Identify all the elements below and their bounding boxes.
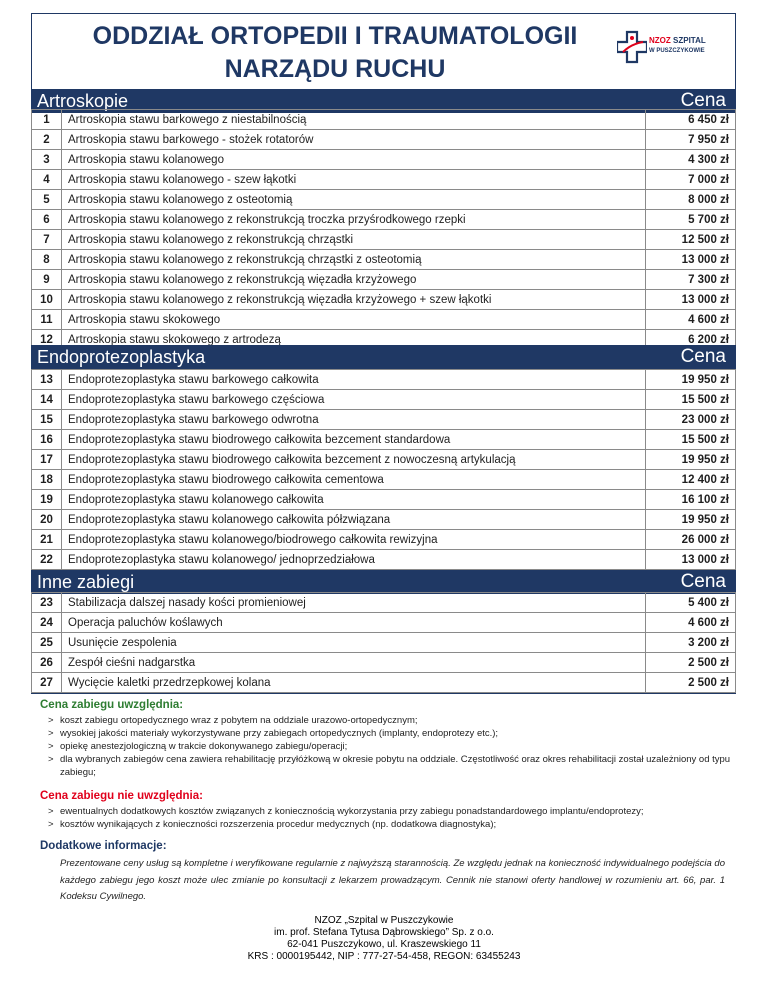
bullet-marker: > — [48, 728, 54, 739]
procedure-name: Artroskopia stawu skokowego z artrodezą — [62, 330, 646, 350]
row-number: 11 — [32, 310, 62, 330]
row-number: 25 — [32, 633, 62, 653]
row-number: 7 — [32, 230, 62, 250]
excluded-notes — [40, 790, 644, 831]
table-row — [32, 290, 736, 310]
procedure-price: 6 450 zł — [646, 110, 736, 130]
list-item — [48, 740, 768, 753]
procedure-name: Artroskopia stawu kolanowego - szew łąkotki — [62, 170, 646, 190]
table-row — [32, 210, 736, 230]
procedure-name: Artroskopia stawu skokowego — [62, 310, 646, 330]
additional-heading: Dodatkowe informacje: — [40, 840, 167, 852]
row-number: 15 — [32, 410, 62, 430]
table-row — [32, 633, 736, 653]
hospital-logo — [617, 28, 727, 68]
procedure-price: 13 000 zł — [646, 550, 736, 570]
footer-line: KRS : 0000195442, NIP : 777-27-54-458, REGON: 63455243 — [247, 951, 521, 962]
procedure-name: Endoprotezoplastyka stawu barkowego częściowa — [62, 390, 646, 410]
table-row — [32, 510, 736, 530]
price-column-header: Cena — [680, 90, 726, 111]
logo-text-nzoz: NZOZ — [649, 36, 671, 45]
price-table-endoprotezoplastyka — [31, 369, 736, 570]
bullet-marker: > — [48, 715, 54, 726]
table-row — [32, 430, 736, 450]
table-row — [32, 390, 736, 410]
procedure-name: Endoprotezoplastyka stawu biodrowego całkowita bezcement z nowoczesną artykulacją — [62, 450, 646, 470]
page-title-line1: ODDZIAŁ ORTOPEDII I TRAUMATOLOGII — [92, 22, 578, 50]
section-header-endoprotezoplastyka — [31, 345, 736, 369]
procedure-price: 7 300 zł — [646, 270, 736, 290]
list-item-text: ewentualnych dodatkowych kosztów związanych z koniecznością wykorzystania przy zabiegu ponadstandardowego implantu/endoprotezy; — [60, 806, 644, 817]
footer-address — [0, 915, 768, 963]
procedure-name: Endoprotezoplastyka stawu barkowego odwrotna — [62, 410, 646, 430]
table-row — [32, 270, 736, 290]
procedure-price: 16 100 zł — [646, 490, 736, 510]
table-row — [32, 410, 736, 430]
row-number: 18 — [32, 470, 62, 490]
procedure-price: 4 600 zł — [646, 310, 736, 330]
row-number: 21 — [32, 530, 62, 550]
table-row — [32, 530, 736, 550]
procedure-price: 8 000 zł — [646, 190, 736, 210]
section-title: Endoprotezoplastyka — [37, 347, 206, 367]
procedure-price: 13 000 zł — [646, 250, 736, 270]
row-number: 26 — [32, 653, 62, 673]
footer-line: im. prof. Stefana Tytusa Dąbrowskiego” Sp. z o.o. — [274, 927, 494, 938]
procedure-price: 2 500 zł — [646, 673, 736, 693]
section-title: Inne zabiegi — [37, 572, 135, 592]
row-number: 3 — [32, 150, 62, 170]
procedure-price: 5 700 zł — [646, 210, 736, 230]
procedure-price: 2 500 zł — [646, 653, 736, 673]
procedure-name: Artroskopia stawu barkowego z niestabilnością — [62, 110, 646, 130]
list-item-text: dla wybranych zabiegów cena zawiera rehabilitację przyłóżkową w okresie pobytu na oddziale. Częstotliwość oraz okres rehabilitacji został uzależniony od typu zabiegu; — [60, 754, 731, 778]
included-notes — [40, 699, 768, 779]
table-row — [32, 593, 736, 613]
row-number: 20 — [32, 510, 62, 530]
procedure-name: Artroskopia stawu kolanowego z rekonstrukcją troczka przyśrodkowego rzepki — [62, 210, 646, 230]
table-row — [32, 170, 736, 190]
procedure-name: Artroskopia stawu kolanowego z rekonstrukcją chrząstki — [62, 230, 646, 250]
price-table-inne-zabiegi — [31, 592, 736, 693]
procedure-name: Stabilizacja dalszej nasady kości promieniowej — [62, 593, 646, 613]
row-number: 14 — [32, 390, 62, 410]
row-number: 16 — [32, 430, 62, 450]
additional-text: Prezentowane ceny usług są kompletne i weryfikowane regularnie z najwyższą starannością. Ze względu jednak na konieczność indywidualnego podejścia do każdego zabiegu jego koszt może ulec zmianie po konsultacji z lekarzem prowadzącym. Cennik nie stanowi oferty handlowej w rozumieniu art. 66, par. 1 Kodeksu Cywilnego. — [60, 858, 725, 902]
price-column-header: Cena — [680, 571, 726, 592]
table-row — [32, 470, 736, 490]
list-item — [48, 818, 644, 831]
table-row — [32, 613, 736, 633]
procedure-name: Wycięcie kaletki przedrzepkowej kolana — [62, 673, 646, 693]
row-number: 27 — [32, 673, 62, 693]
list-item — [48, 805, 644, 818]
table-row — [32, 310, 736, 330]
table-row — [32, 653, 736, 673]
procedure-name: Endoprotezoplastyka stawu biodrowego całkowita cementowa — [62, 470, 646, 490]
section-title: Artroskopie — [37, 91, 129, 111]
row-number: 13 — [32, 370, 62, 390]
included-heading: Cena zabiegu uwzględnia: — [40, 699, 184, 711]
footer-line: NZOZ „Szpital w Puszczykowie — [314, 915, 454, 926]
procedure-price: 12 500 zł — [646, 230, 736, 250]
row-number: 6 — [32, 210, 62, 230]
procedure-name: Artroskopia stawu kolanowego z osteotomią — [62, 190, 646, 210]
procedure-price: 19 950 zł — [646, 510, 736, 530]
list-item — [48, 753, 768, 779]
table-row — [32, 110, 736, 130]
row-number: 5 — [32, 190, 62, 210]
procedure-price: 3 200 zł — [646, 633, 736, 653]
list-item-text: kosztów wynikających z konieczności rozszerzenia procedur medycznych (np. dodatkowa diagnostyka); — [60, 819, 497, 830]
table-row — [32, 673, 736, 693]
procedure-name: Zespół cieśni nadgarstka — [62, 653, 646, 673]
procedure-name: Endoprotezoplastyka stawu barkowego całkowita — [62, 370, 646, 390]
procedure-price: 12 400 zł — [646, 470, 736, 490]
page-title-line2: NARZĄDU RUCHU — [224, 55, 446, 83]
table-row — [32, 150, 736, 170]
procedure-price: 15 500 zł — [646, 430, 736, 450]
row-number: 8 — [32, 250, 62, 270]
table-row — [32, 450, 736, 470]
bullet-marker: > — [48, 806, 54, 817]
procedure-price: 4 300 zł — [646, 150, 736, 170]
procedure-price: 13 000 zł — [646, 290, 736, 310]
list-item — [48, 727, 768, 740]
procedure-name: Artroskopia stawu barkowego - stożek rotatorów — [62, 130, 646, 150]
excluded-heading: Cena zabiegu nie uwzględnia: — [40, 790, 203, 802]
included-list — [40, 714, 768, 779]
section-header-inne-zabiegi — [31, 570, 736, 594]
row-number: 23 — [32, 593, 62, 613]
additional-info — [40, 840, 725, 906]
procedure-name: Artroskopia stawu kolanowego z rekonstrukcją więzadła krzyżowego + szew łąkotki — [62, 290, 646, 310]
row-number: 17 — [32, 450, 62, 470]
procedure-price: 6 200 zł — [646, 330, 736, 350]
procedure-name: Artroskopia stawu kolanowego z rekonstrukcją więzadła krzyżowego — [62, 270, 646, 290]
row-number: 24 — [32, 613, 62, 633]
procedure-price: 26 000 zł — [646, 530, 736, 550]
procedure-name: Endoprotezoplastyka stawu kolanowego/ jednoprzedziałowa — [62, 550, 646, 570]
procedure-price: 19 950 zł — [646, 450, 736, 470]
table-row — [32, 230, 736, 250]
procedure-name: Artroskopia stawu kolanowego — [62, 150, 646, 170]
row-number: 19 — [32, 490, 62, 510]
procedure-name: Usunięcie zespolenia — [62, 633, 646, 653]
row-number: 22 — [32, 550, 62, 570]
table-row — [32, 490, 736, 510]
logo-text-location: W PUSZCZYKOWIE — [649, 48, 705, 54]
procedure-name: Operacja paluchów koślawych — [62, 613, 646, 633]
bullet-marker: > — [48, 819, 54, 830]
table-row — [32, 370, 736, 390]
procedure-name: Endoprotezoplastyka stawu kolanowego całkowita półzwiązana — [62, 510, 646, 530]
row-number: 10 — [32, 290, 62, 310]
excluded-list — [40, 805, 644, 831]
table-row — [32, 550, 736, 570]
medical-cross-icon — [617, 30, 647, 66]
footer-line: 62-041 Puszczykowo, ul. Kraszewskiego 11 — [287, 939, 481, 950]
bullet-marker: > — [48, 741, 54, 752]
list-item-text: opiekę anestezjologiczną w trakcie dokonywanego zabiegu/operacji; — [60, 741, 348, 752]
table-row — [32, 130, 736, 150]
logo-text-szpital: SZPITAL — [673, 36, 706, 45]
price-column-header: Cena — [680, 346, 726, 367]
procedure-price: 19 950 zł — [646, 370, 736, 390]
table-row — [32, 250, 736, 270]
price-table-artroskopie — [31, 109, 736, 350]
procedure-name: Endoprotezoplastyka stawu kolanowego/biodrowego całkowita rewizyjna — [62, 530, 646, 550]
row-number: 2 — [32, 130, 62, 150]
row-number: 9 — [32, 270, 62, 290]
procedure-price: 7 950 zł — [646, 130, 736, 150]
procedure-name: Endoprotezoplastyka stawu biodrowego całkowita bezcement standardowa — [62, 430, 646, 450]
procedure-price: 5 400 zł — [646, 593, 736, 613]
row-number: 12 — [32, 330, 62, 350]
procedure-price: 4 600 zł — [646, 613, 736, 633]
table-row — [32, 190, 736, 210]
bullet-marker: > — [48, 754, 54, 765]
procedure-price: 23 000 zł — [646, 410, 736, 430]
row-number: 1 — [32, 110, 62, 130]
row-number: 4 — [32, 170, 62, 190]
procedure-price: 15 500 zł — [646, 390, 736, 410]
page-title — [40, 20, 630, 86]
procedure-name: Artroskopia stawu kolanowego z rekonstrukcją chrząstki z osteotomią — [62, 250, 646, 270]
list-item — [48, 714, 768, 727]
list-item-text: wysokiej jakości materiały wykorzystywane przy zabiegach ortopedycznych (implanty, endoprotezy etc.); — [60, 728, 499, 739]
list-item-text: koszt zabiegu ortopedycznego wraz z pobytem na oddziale urazowo-ortopedycznym; — [60, 715, 418, 726]
procedure-price: 7 000 zł — [646, 170, 736, 190]
procedure-name: Endoprotezoplastyka stawu kolanowego całkowita — [62, 490, 646, 510]
